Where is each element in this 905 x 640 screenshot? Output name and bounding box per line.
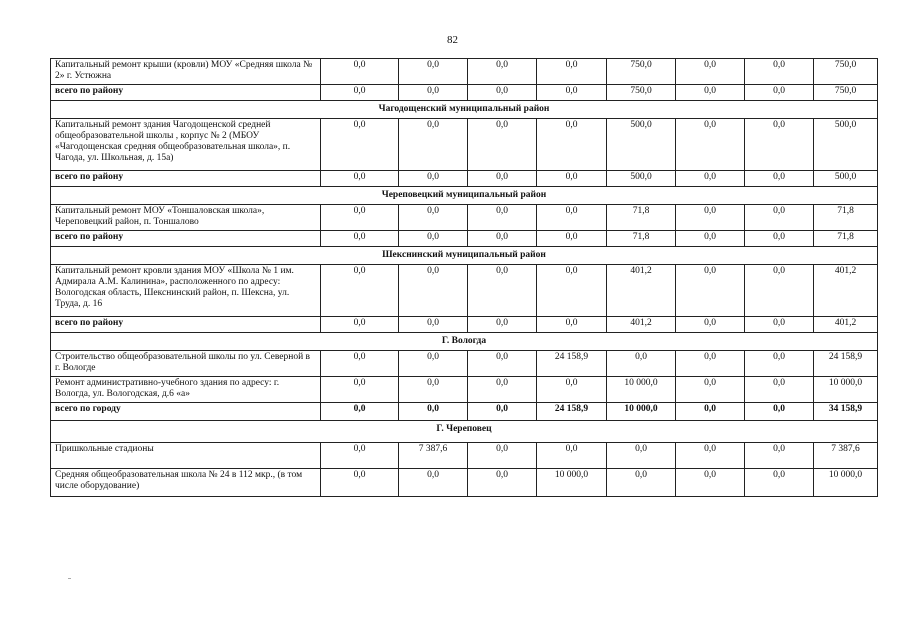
value-cell: 401,2 — [607, 317, 676, 333]
total-label: всего по району — [51, 85, 321, 101]
value-cell: 0,0 — [745, 205, 814, 231]
value-cell: 0,0 — [321, 119, 399, 171]
value-cell: 71,8 — [607, 205, 676, 231]
value-cell: 0,0 — [537, 119, 607, 171]
value-cell: 0,0 — [537, 317, 607, 333]
value-cell: 0,0 — [676, 85, 745, 101]
funding-table — [50, 58, 878, 497]
value-cell: 401,2 — [814, 317, 878, 333]
table-row — [51, 443, 878, 469]
value-cell: 0,0 — [676, 171, 745, 187]
value-cell: 0,0 — [321, 443, 399, 469]
value-cell: 0,0 — [676, 351, 745, 377]
value-cell: 0,0 — [321, 351, 399, 377]
value-cell: 24 158,9 — [814, 351, 878, 377]
value-cell: 500,0 — [607, 119, 676, 171]
section-title: Чагодощенский муниципальный район — [51, 101, 878, 119]
value-cell: 0,0 — [399, 85, 468, 101]
value-cell: 0,0 — [468, 469, 537, 497]
value-cell: 0,0 — [745, 317, 814, 333]
project-description: Пришкольные стадионы — [51, 443, 321, 469]
value-cell: 10 000,0 — [607, 377, 676, 403]
section-title: Череповецкий муниципальный район — [51, 187, 878, 205]
table-row — [51, 59, 878, 85]
project-description: Капитальный ремонт кровли здания МОУ «Школа № 1 им. Адмирала А.М. Калинина», расположенного по адресу: Вологодская область, Шекснинский район, п. Шексна, ул. Труда, д. 16 — [51, 265, 321, 317]
value-cell: 0,0 — [468, 119, 537, 171]
value-cell: 0,0 — [676, 119, 745, 171]
section-title: Г. Вологда — [51, 333, 878, 351]
value-cell: 0,0 — [399, 59, 468, 85]
value-cell: 0,0 — [468, 171, 537, 187]
project-description: Капитальный ремонт крыши (кровли) МОУ «Средняя школа № 2» г. Устюжна — [51, 59, 321, 85]
value-cell: 0,0 — [607, 443, 676, 469]
value-cell: 0,0 — [399, 317, 468, 333]
value-cell: 0,0 — [676, 317, 745, 333]
value-cell: 0,0 — [399, 377, 468, 403]
value-cell: 71,8 — [607, 231, 676, 247]
value-cell: 0,0 — [745, 351, 814, 377]
value-cell: 0,0 — [676, 403, 745, 421]
value-cell: 0,0 — [468, 351, 537, 377]
value-cell: 500,0 — [814, 119, 878, 171]
total-row — [51, 403, 878, 421]
value-cell: 7 387,6 — [399, 443, 468, 469]
value-cell: 0,0 — [676, 205, 745, 231]
value-cell: 0,0 — [321, 469, 399, 497]
value-cell: 0,0 — [537, 443, 607, 469]
section-header-row — [51, 101, 878, 119]
total-row — [51, 85, 878, 101]
value-cell: 10 000,0 — [814, 469, 878, 497]
table-row — [51, 351, 878, 377]
value-cell: 0,0 — [676, 377, 745, 403]
value-cell: 0,0 — [399, 205, 468, 231]
value-cell: 0,0 — [321, 171, 399, 187]
value-cell: 0,0 — [321, 205, 399, 231]
scan-mark — [68, 578, 71, 579]
section-header-row — [51, 421, 878, 443]
page-number: 82 — [447, 34, 458, 46]
value-cell: 0,0 — [468, 265, 537, 317]
value-cell: 500,0 — [814, 171, 878, 187]
total-label: всего по району — [51, 171, 321, 187]
value-cell: 24 158,9 — [537, 351, 607, 377]
value-cell: 0,0 — [321, 403, 399, 421]
section-header-row — [51, 187, 878, 205]
value-cell: 0,0 — [745, 265, 814, 317]
value-cell: 0,0 — [321, 265, 399, 317]
value-cell: 0,0 — [745, 403, 814, 421]
total-row — [51, 231, 878, 247]
value-cell: 0,0 — [399, 351, 468, 377]
value-cell: 401,2 — [814, 265, 878, 317]
value-cell: 0,0 — [676, 469, 745, 497]
total-row — [51, 317, 878, 333]
value-cell: 0,0 — [468, 231, 537, 247]
project-description: Строительство общеобразовательной школы по ул. Северной в г. Вологде — [51, 351, 321, 377]
value-cell: 0,0 — [676, 59, 745, 85]
value-cell: 0,0 — [745, 119, 814, 171]
value-cell: 0,0 — [468, 59, 537, 85]
project-description: Ремонт административно-учебного здания по адресу: г. Вологда, ул. Вологодская, д.6 «а» — [51, 377, 321, 403]
value-cell: 0,0 — [745, 171, 814, 187]
value-cell: 750,0 — [814, 59, 878, 85]
section-header-row — [51, 333, 878, 351]
total-label: всего по району — [51, 317, 321, 333]
total-label: всего по району — [51, 231, 321, 247]
value-cell: 0,0 — [745, 231, 814, 247]
total-row — [51, 171, 878, 187]
value-cell: 24 158,9 — [537, 403, 607, 421]
value-cell: 750,0 — [607, 85, 676, 101]
value-cell: 71,8 — [814, 205, 878, 231]
value-cell: 0,0 — [468, 403, 537, 421]
value-cell: 0,0 — [537, 85, 607, 101]
value-cell: 0,0 — [537, 205, 607, 231]
value-cell: 10 000,0 — [537, 469, 607, 497]
section-title: Г. Череповец — [51, 421, 878, 443]
value-cell: 0,0 — [399, 171, 468, 187]
value-cell: 0,0 — [468, 85, 537, 101]
value-cell: 0,0 — [745, 85, 814, 101]
value-cell: 750,0 — [814, 85, 878, 101]
value-cell: 401,2 — [607, 265, 676, 317]
value-cell: 34 158,9 — [814, 403, 878, 421]
value-cell: 750,0 — [607, 59, 676, 85]
value-cell: 0,0 — [676, 265, 745, 317]
value-cell: 0,0 — [537, 377, 607, 403]
value-cell: 0,0 — [607, 469, 676, 497]
value-cell: 0,0 — [468, 443, 537, 469]
value-cell: 0,0 — [745, 377, 814, 403]
value-cell: 0,0 — [399, 403, 468, 421]
value-cell: 0,0 — [468, 205, 537, 231]
value-cell: 0,0 — [399, 119, 468, 171]
value-cell: 0,0 — [537, 265, 607, 317]
value-cell: 0,0 — [399, 265, 468, 317]
value-cell: 10 000,0 — [607, 403, 676, 421]
value-cell: 0,0 — [321, 231, 399, 247]
table-row — [51, 469, 878, 497]
total-label: всего по городу — [51, 403, 321, 421]
section-header-row — [51, 247, 878, 265]
value-cell: 0,0 — [468, 377, 537, 403]
project-description: Капитальный ремонт МОУ «Тоншаловская школа», Череповецкий район, п. Тоншалово — [51, 205, 321, 231]
value-cell: 0,0 — [321, 377, 399, 403]
value-cell: 0,0 — [607, 351, 676, 377]
value-cell: 0,0 — [537, 171, 607, 187]
value-cell: 0,0 — [745, 59, 814, 85]
value-cell: 0,0 — [468, 317, 537, 333]
value-cell: 0,0 — [537, 59, 607, 85]
table-body — [51, 59, 878, 497]
value-cell: 0,0 — [745, 469, 814, 497]
value-cell: 0,0 — [321, 59, 399, 85]
table-row — [51, 265, 878, 317]
section-title: Шекснинский муниципальный район — [51, 247, 878, 265]
value-cell: 0,0 — [399, 469, 468, 497]
value-cell: 10 000,0 — [814, 377, 878, 403]
table-row — [51, 119, 878, 171]
project-description: Средняя общеобразовательная школа № 24 в 112 мкр., (в том числе оборудование) — [51, 469, 321, 497]
table-row — [51, 205, 878, 231]
value-cell: 0,0 — [321, 317, 399, 333]
project-description: Капитальный ремонт здания Чагодощенской средней общеобразовательной школы , корпус № 2 (МБОУ «Чагодощенская средняя общеобразовательная школа», п. Чагода, ул. Школьная, д. 15а) — [51, 119, 321, 171]
value-cell: 0,0 — [745, 443, 814, 469]
value-cell: 0,0 — [676, 443, 745, 469]
value-cell: 0,0 — [537, 231, 607, 247]
value-cell: 0,0 — [676, 231, 745, 247]
value-cell: 0,0 — [399, 231, 468, 247]
value-cell: 71,8 — [814, 231, 878, 247]
table-row — [51, 377, 878, 403]
value-cell: 7 387,6 — [814, 443, 878, 469]
value-cell: 0,0 — [321, 85, 399, 101]
value-cell: 500,0 — [607, 171, 676, 187]
